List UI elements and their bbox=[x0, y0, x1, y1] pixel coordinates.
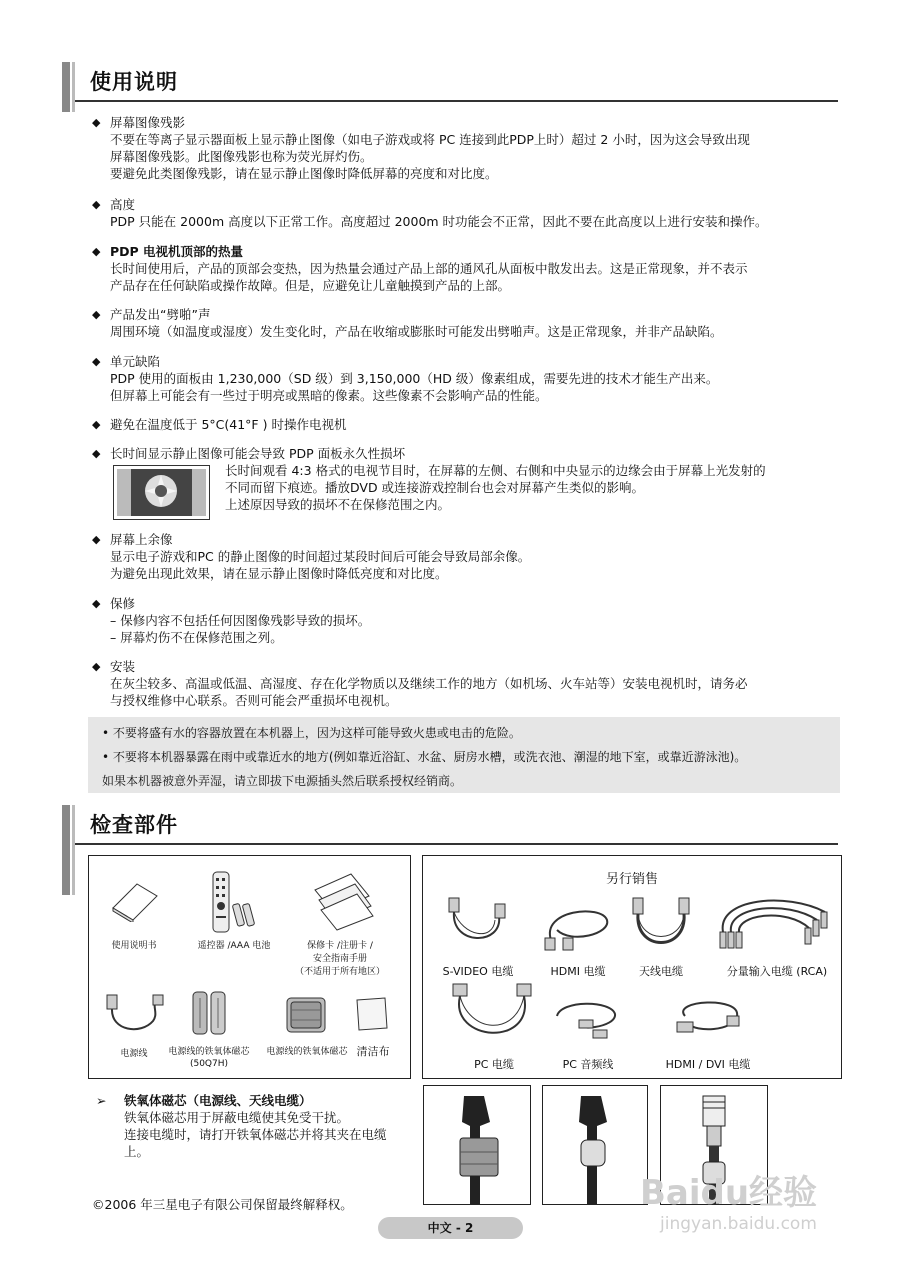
sold-separately-box bbox=[422, 855, 842, 1079]
ferrite-core-power-icon bbox=[281, 992, 333, 1038]
ferrite-photo-2 bbox=[542, 1085, 648, 1205]
item-cracking-noise bbox=[92, 306, 852, 340]
section-rule bbox=[75, 100, 838, 102]
manual-caption: 使用说明书 bbox=[111, 941, 157, 951]
cleaning-cloth-icon bbox=[353, 996, 391, 1034]
pc-audio-cable-icon bbox=[551, 996, 621, 1046]
hdmi-dvi-caption: HDMI / DVI 电缆 bbox=[665, 1058, 751, 1071]
section-rule bbox=[75, 843, 838, 845]
component-cable-icon bbox=[717, 892, 833, 956]
power-cord-icon bbox=[101, 991, 167, 1043]
cards-caption-2: 安全指南手册 bbox=[312, 954, 367, 964]
ferrite-note-title: 铁氧体磁芯（电源线、天线电缆） bbox=[124, 1093, 312, 1108]
component-caption: 分量输入电缆 (RCA) bbox=[726, 965, 828, 978]
item-heading: ◆ 产品发出“劈啪”声 bbox=[92, 306, 852, 323]
item-line: 在灰尘较多、高温或低温、高湿度、存在化学物质以及继续工作的地方（如机场、火车站等）安装电视机时，请务必 bbox=[110, 676, 748, 691]
copyright-text: ©2006 年三星电子有限公司保留最终解释权。 bbox=[92, 1197, 353, 1212]
watermark-brand: Baidu经验 bbox=[640, 1173, 818, 1213]
warning-line: • 不要将本机器暴露在雨中或靠近水的地方(例如靠近浴缸、水盆、厨房水槽，或洗衣池、潮湿的地下室，或靠近游泳池)。 bbox=[102, 750, 747, 764]
sold-separately-title: 另行销售 bbox=[605, 872, 658, 887]
ferrite-on-cable-icon bbox=[424, 1086, 530, 1204]
item-line: 但屏幕上可能会有一些过于明亮或黑暗的像素。这些像素不会影响产品的性能。 bbox=[110, 388, 548, 403]
section-marker-light bbox=[72, 62, 75, 112]
item-line: 要避免此类图像残影，请在显示静止图像时降低屏幕的亮度和对比度。 bbox=[110, 166, 498, 181]
hdmi-caption: HDMI 电缆 bbox=[550, 965, 606, 978]
warranty-card-icon bbox=[311, 870, 375, 932]
item-heading: ◆ 安装 bbox=[92, 658, 852, 675]
item-heading: ◆ 屏幕上余像 bbox=[92, 531, 852, 548]
watermark-url: jingyan.baidu.com bbox=[660, 1214, 817, 1234]
item-temperature bbox=[92, 416, 852, 433]
item-heading: ◆ 避免在温度低于 5°C(41°F ) 时操作电视机 bbox=[92, 416, 852, 433]
arrow-icon: ➢ bbox=[96, 1093, 107, 1108]
section-marker bbox=[62, 805, 70, 895]
ferrite-core-power-caption: 电源线的铁氧体磁芯 bbox=[266, 1047, 348, 1057]
section-marker-light bbox=[72, 805, 75, 895]
burned-screen-illustration bbox=[113, 465, 210, 520]
cleaning-cloth-caption: 清洁布 bbox=[356, 1045, 390, 1058]
manual-icon bbox=[109, 878, 161, 922]
page-number-badge: 中文 - 2 bbox=[378, 1217, 523, 1239]
item-line: 长时间观看 4:3 格式的电视节目时，在屏幕的左侧、右侧和中央显示的边缘会由于屏幕上光发射的 bbox=[225, 463, 766, 478]
item-altitude bbox=[92, 196, 852, 230]
hdmi-dvi-cable-icon bbox=[671, 996, 745, 1048]
item-line: PDP 使用的面板由 1,230,000（SD 级）到 3,150,000（HD 级）像素组成，需要先进的技术才能生产出来。 bbox=[110, 371, 719, 386]
item-line: 产品存在任何缺陷或操作故障。但是，应避免让儿童触摸到产品的上部。 bbox=[110, 278, 511, 293]
item-line: – 屏幕灼伤不在保修范围之列。 bbox=[110, 630, 283, 645]
ferrite-note-line: 铁氧体磁芯用于屏蔽电缆使其免受干扰。 bbox=[124, 1110, 350, 1125]
s-video-caption: S-VIDEO 电缆 bbox=[442, 965, 514, 978]
item-line: PDP 只能在 2000m 高度以下正常工作。高度超过 2000m 时功能会不正常，因此不要在此高度以上进行安装和操作。 bbox=[110, 214, 768, 229]
pc-cable-icon bbox=[449, 982, 539, 1050]
item-installation bbox=[92, 658, 852, 709]
pc-audio-caption: PC 音频线 bbox=[562, 1058, 614, 1071]
included-accessories-box bbox=[88, 855, 411, 1079]
warning-line: • 不要将盛有水的容器放置在本机器上，因为这样可能导致火患或电击的危险。 bbox=[102, 726, 521, 740]
item-heading: ◆ 高度 bbox=[92, 196, 852, 213]
ferrite-core-caption-2: (50Q7H) bbox=[189, 1059, 229, 1069]
ferrite-core-caption-1: 电源线的铁氧体磁芯 bbox=[168, 1047, 250, 1057]
cards-caption-3: （不适用于所有地区） bbox=[294, 967, 385, 977]
hdmi-cable-icon bbox=[541, 900, 611, 956]
ferrite-clip-icon bbox=[543, 1086, 647, 1204]
section-marker bbox=[62, 62, 70, 112]
power-cord-caption: 电源线 bbox=[120, 1049, 148, 1059]
warning-box bbox=[88, 717, 840, 793]
section-title-accessories: 检查部件 bbox=[90, 813, 178, 837]
item-line: 上述原因导致的损坏不在保修范围之内。 bbox=[225, 497, 451, 512]
ferrite-note-line: 上。 bbox=[124, 1144, 150, 1159]
item-image-retention bbox=[92, 114, 852, 182]
item-line: 不同而留下痕迹。播放DVD 或连接游戏控制台也会对屏幕产生类似的影响。 bbox=[225, 480, 645, 495]
item-heading: ◆ 长时间显示静止图像可能会导致 PDP 面板永久性损坏 bbox=[92, 445, 852, 462]
ferrite-note-line: 连接电缆时，请打开铁氧体磁芯并将其夹在电缆 bbox=[124, 1127, 387, 1142]
remote-control-icon bbox=[205, 870, 259, 934]
item-heading: ◆ PDP 电视机顶部的热量 bbox=[92, 243, 852, 260]
item-cell-defect bbox=[92, 353, 852, 404]
item-line: 与授权维修中心联系。否则可能会严重损坏电视机。 bbox=[110, 693, 398, 708]
item-line: 长时间使用后，产品的顶部会变热，因为热量会通过产品上部的通风孔从面板中散发出去。这是正常现象，并不表示 bbox=[110, 261, 748, 276]
item-heading: ◆ 保修 bbox=[92, 595, 852, 612]
ferrite-core-icon bbox=[187, 988, 233, 1038]
item-line: – 保修内容不包括任何因图像残影导致的损坏。 bbox=[110, 613, 371, 628]
antenna-caption: 天线电缆 bbox=[639, 965, 683, 978]
item-warranty bbox=[92, 595, 852, 646]
section-title-usage: 使用说明 bbox=[90, 70, 178, 94]
item-heading: ◆ 屏幕图像残影 bbox=[92, 114, 852, 131]
item-heading: ◆ 单元缺陷 bbox=[92, 353, 852, 370]
pc-cable-caption: PC 电缆 bbox=[474, 1058, 514, 1071]
item-line: 为避免出现此效果，请在显示静止图像时降低亮度和对比度。 bbox=[110, 566, 448, 581]
ferrite-note bbox=[96, 1092, 416, 1160]
ferrite-photo-1 bbox=[423, 1085, 531, 1205]
item-line: 显示电子游戏和PC 的静止图像的时间超过某段时间后可能会导致局部余像。 bbox=[110, 549, 531, 564]
item-afterimage bbox=[92, 531, 852, 582]
item-heat bbox=[92, 243, 852, 294]
item-line: 周围环境（如温度或湿度）发生变化时，产品在收缩或膨胀时可能发出劈啪声。这是正常现象，并非产品缺陷。 bbox=[110, 324, 723, 339]
remote-caption: 遥控器 /AAA 电池 bbox=[197, 941, 271, 951]
s-video-cable-icon bbox=[443, 896, 513, 956]
item-line: 屏幕图像残影。此图像残影也称为荧光屏灼伤。 bbox=[110, 149, 373, 164]
item-line: 不要在等离子显示器面板上显示静止图像（如电子游戏或将 PC 连接到此PDP上时）超过 2 小时，因为这会导致出现 bbox=[110, 132, 750, 147]
cards-caption-1: 保修卡 /注册卡 / bbox=[307, 941, 373, 951]
warning-line: 如果本机器被意外弄湿，请立即拔下电源插头然后联系授权经销商。 bbox=[102, 774, 463, 788]
antenna-cable-icon bbox=[629, 896, 693, 958]
